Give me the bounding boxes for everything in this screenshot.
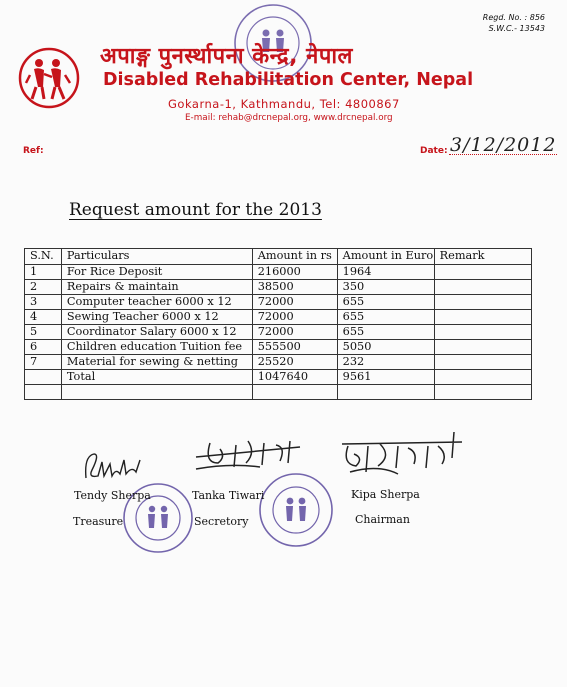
table-empty-row xyxy=(25,385,532,400)
signatory-name: Tendy Sherpa xyxy=(74,489,151,502)
document-title: Request amount for the 2013 xyxy=(69,200,322,220)
cell-sn: 3 xyxy=(25,295,62,310)
cell-remark xyxy=(434,310,531,325)
stamp-icon xyxy=(258,472,334,548)
cell-amount-euro: 655 xyxy=(337,325,434,340)
cell-particulars: Computer teacher 6000 x 12 xyxy=(61,295,252,310)
cell-particulars: For Rice Deposit xyxy=(61,265,252,280)
signatory-role: Chairman xyxy=(355,513,410,526)
table-row xyxy=(25,355,532,370)
cell-amount-rs: 25520 xyxy=(252,355,337,370)
cell-amount-euro xyxy=(337,385,434,400)
signatory-name: Kipa Sherpa xyxy=(351,488,420,501)
org-email-website: E-mail: rehab@drcnepal.org, www.drcnepal.org xyxy=(185,113,393,123)
table-row xyxy=(25,340,532,355)
signatory-role: Secretory xyxy=(194,515,249,528)
cell-remark xyxy=(434,265,531,280)
regd-number: Regd. No. : 856 xyxy=(482,13,545,22)
date-label: Date: xyxy=(420,146,448,156)
signature-tendy-sherpa xyxy=(80,448,160,484)
header-amount-euro: Amount in Euro xyxy=(337,249,434,265)
cell-total-euro: 9561 xyxy=(337,370,434,385)
cell-remark xyxy=(434,355,531,370)
cell-particulars: Repairs & maintain xyxy=(61,280,252,295)
header-sn: S.N. xyxy=(25,249,62,265)
date-handwritten: 3/12/2012 xyxy=(450,134,557,156)
table-total-row xyxy=(25,370,532,385)
signatory-name: Tanka Tiwari xyxy=(192,489,265,502)
cell-amount-euro: 1964 xyxy=(337,265,434,280)
table-row xyxy=(25,280,532,295)
cell-sn xyxy=(25,370,62,385)
header-remark: Remark xyxy=(434,249,531,265)
cell-sn: 5 xyxy=(25,325,62,340)
cell-remark xyxy=(434,325,531,340)
cell-amount-rs: 555500 xyxy=(252,340,337,355)
header-amount-rs: Amount in rs xyxy=(252,249,337,265)
org-address: Gokarna-1, Kathmandu, Tel: 4800867 xyxy=(168,97,400,111)
cell-sn: 1 xyxy=(25,265,62,280)
cell-amount-rs: 72000 xyxy=(252,325,337,340)
cell-sn xyxy=(25,385,62,400)
registration-block xyxy=(483,12,545,34)
cell-amount-rs xyxy=(252,385,337,400)
request-amount-table xyxy=(24,248,532,400)
cell-remark xyxy=(434,280,531,295)
cell-amount-euro: 5050 xyxy=(337,340,434,355)
center-logo xyxy=(18,47,80,109)
swc-number: S.W.C.- 13543 xyxy=(488,24,545,33)
org-name-nepali: अपाङ्ग पुनर्स्थापना केन्द्र, नेपाल xyxy=(100,44,353,69)
signatory-role: Treasure xyxy=(73,515,124,528)
table-header-row xyxy=(25,249,532,265)
cell-sn: 2 xyxy=(25,280,62,295)
cell-particulars: Sewing Teacher 6000 x 12 xyxy=(61,310,252,325)
org-name-english: Disabled Rehabilitation Center, Nepal xyxy=(103,70,474,90)
table-row xyxy=(25,325,532,340)
cell-remark xyxy=(434,370,531,385)
cell-amount-euro: 655 xyxy=(337,295,434,310)
cell-particulars: Children education Tuition fee xyxy=(61,340,252,355)
cell-amount-rs: 38500 xyxy=(252,280,337,295)
cell-sn: 6 xyxy=(25,340,62,355)
table-row xyxy=(25,310,532,325)
cell-amount-rs: 72000 xyxy=(252,310,337,325)
cell-total-rs: 1047640 xyxy=(252,370,337,385)
cell-amount-euro: 655 xyxy=(337,310,434,325)
cell-sn: 7 xyxy=(25,355,62,370)
cell-particulars xyxy=(61,385,252,400)
cell-sn: 4 xyxy=(25,310,62,325)
cell-remark xyxy=(434,295,531,310)
cell-remark xyxy=(434,385,531,400)
cell-particulars: Material for sewing & netting xyxy=(61,355,252,370)
cell-amount-euro: 232 xyxy=(337,355,434,370)
cell-remark xyxy=(434,340,531,355)
cell-amount-rs: 72000 xyxy=(252,295,337,310)
ref-label: Ref: xyxy=(23,146,44,156)
signature-kipa-sherpa xyxy=(338,428,468,478)
cell-particulars: Coordinator Salary 6000 x 12 xyxy=(61,325,252,340)
header-particulars: Particulars xyxy=(61,249,252,265)
cell-amount-rs: 216000 xyxy=(252,265,337,280)
cell-total-label: Total xyxy=(61,370,252,385)
table-row xyxy=(25,265,532,280)
signature-tanka-tiwari xyxy=(190,433,310,473)
table-row xyxy=(25,295,532,310)
cell-amount-euro: 350 xyxy=(337,280,434,295)
